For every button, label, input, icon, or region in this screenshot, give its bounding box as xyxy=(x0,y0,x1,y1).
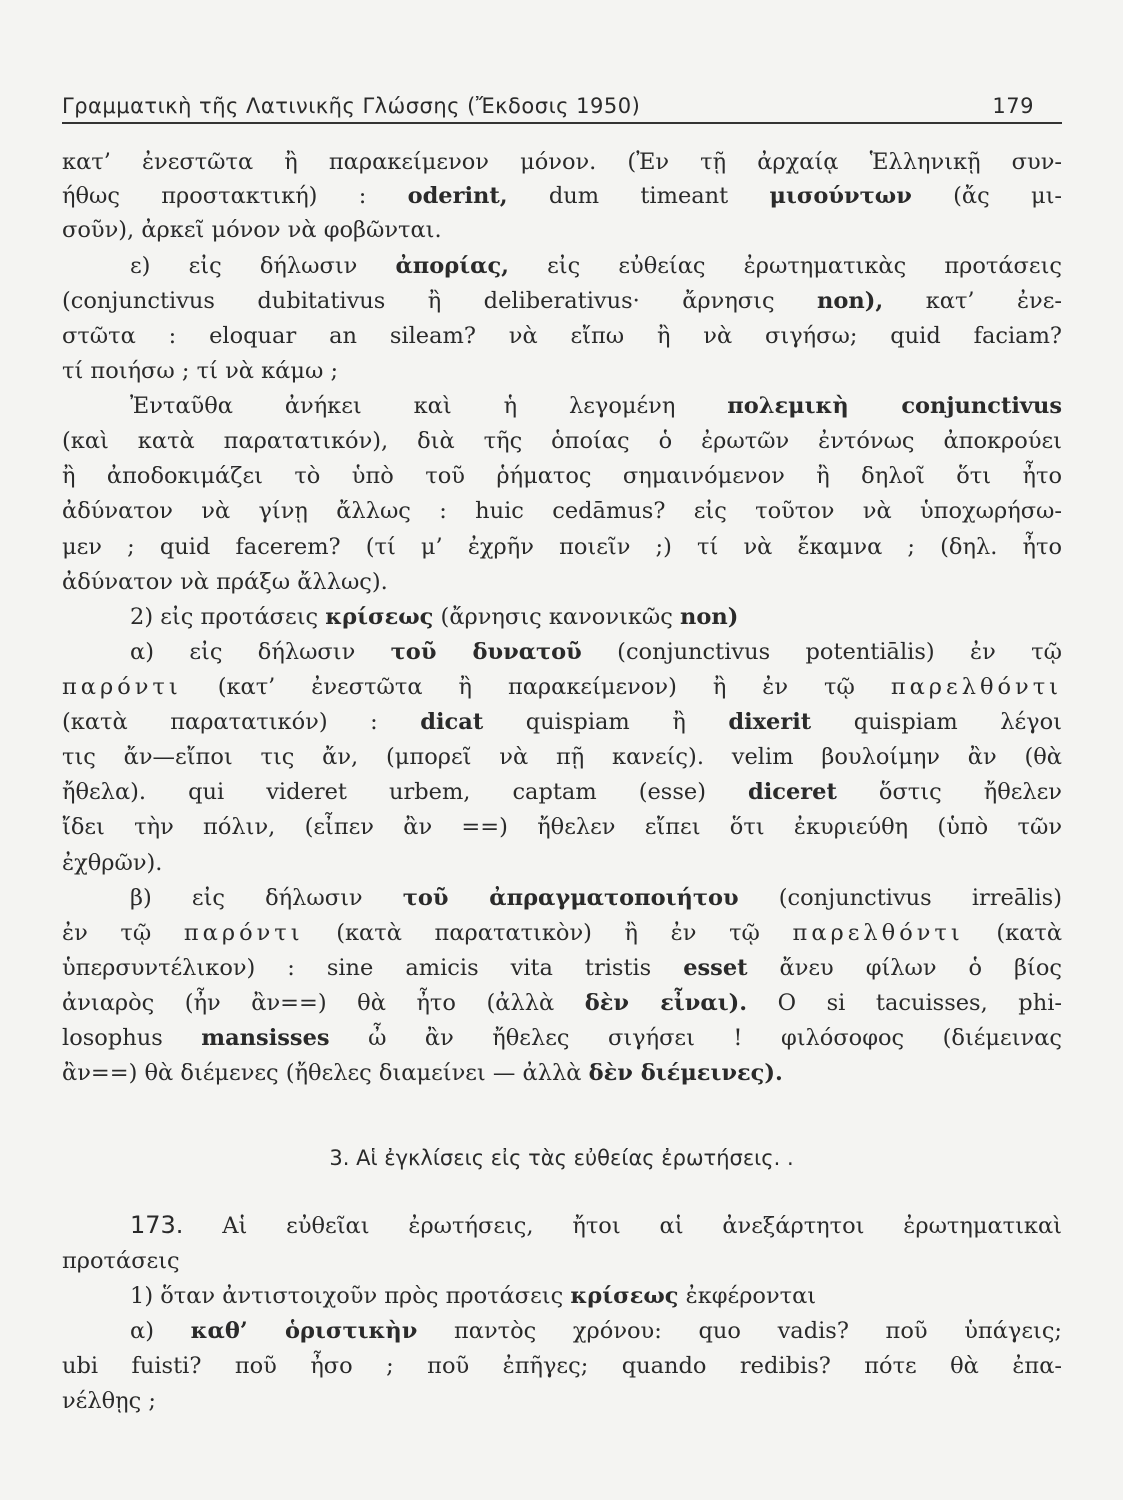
text-line: 173. Αἱ εὐθεῖαι ἐρωτήσεις, ἤτοι αἱ ἀνεξάρτητοι ἐρωτηματικαὶ xyxy=(130,1211,1063,1239)
text-line: ἢ ἀποδοκιμάζει τὸ ὑπὸ τοῦ ῥήματος σημαινόμενον ἢ δηλοῖ ὅτι ἦτο xyxy=(62,463,1062,489)
text-line: τί ποιήσω ; τί νὰ κάμω ; xyxy=(62,358,339,384)
text-line: ὑπερσυντέλικον) : sine amicis vita tristis esset ἄνευ φίλων ὁ βίος xyxy=(62,955,1063,981)
text-line: νέλθῃς ; xyxy=(62,1388,156,1414)
page-number: 179 xyxy=(992,94,1034,118)
text-line: ubi fuisti? ποῦ ἦσο ; ποῦ ἐπῆγες; quando redibis? πότε θὰ ἐπα- xyxy=(62,1353,1062,1379)
text-line: Ἐνταῦθα ἀνήκει καὶ ἡ λεγομένη πολεμικὴ conjunctivus xyxy=(130,393,1063,419)
text-line: ἤθελα). qui videret urbem, captam (esse) diceret ὅστις ἤθελεν xyxy=(62,779,1062,805)
text-line: α) εἰς δήλωσιν τοῦ δυνατοῦ (conjunctivus potentiālis) ἐν τῷ xyxy=(130,639,1062,665)
running-header xyxy=(62,86,1062,126)
text-line: α) καθ’ ὁριστικὴν παντὸς χρόνου: quo vadis? ποῦ ὑπάγεις; xyxy=(130,1318,1062,1344)
text-line: στῶτα : eloquar an sileam? νὰ εἴπω ἢ νὰ σιγήσω; quid faciam? xyxy=(62,323,1062,349)
paragraph-number: 173. xyxy=(130,1211,184,1239)
text-line: ήθως προστακτική) : oderint, dum timeant μισούντων (ἄς μι- xyxy=(62,183,1062,209)
text-line: τις ἄν—εἴποι τις ἄν, (μπορεῖ νὰ πῇ κανείς). velim βουλοίμην ἂν (θὰ xyxy=(62,744,1062,770)
text-line: σοῦν), ἀρκεῖ μόνον νὰ φοβῶνται. xyxy=(62,217,442,243)
text-line: ἀδύνατον νὰ γίνῃ ἄλλως : huic cedāmus? εἰς τοῦτον νὰ ὑποχωρήσω- xyxy=(62,498,1062,524)
header-rule xyxy=(62,122,1062,124)
text-line: ε) εἰς δήλωσιν ἀπορίας, εἰς εὐθείας ἐρωτηματικὰς προτάσεις xyxy=(130,253,1063,279)
text-line: ἀδύνατον νὰ πράξω ἄλλως). xyxy=(62,569,388,595)
text-line: (κατὰ παρατατικόν) : dicat quispiam ἢ dixerit quispiam λέγοι xyxy=(62,709,1062,735)
text-line: β) εἰς δήλωσιν τοῦ ἀπραγματοποιήτου (conjunctivus irreālis) xyxy=(130,885,1062,911)
section-heading: 3. Αἱ ἐγκλίσεις εἰς τὰς εὐθείας ἐρωτήσεις. . xyxy=(329,1146,794,1170)
text-line: ἂν==) θὰ διέμενες (ἤθελες διαμείνει — ἀλλὰ δὲν διέμεινες). xyxy=(62,1060,783,1086)
text-line: κατ’ ἐνεστῶτα ἢ παρακείμενον μόνον. (Ἐν τῇ ἀρχαίᾳ Ἑλληνικῇ συν- xyxy=(62,149,1062,175)
header-title: Γραμματικὴ τῆς Λατινικῆς Γλώσσης (Ἔκδοσις 1950) xyxy=(62,94,641,118)
text-line: ἐν τῷ παρόντι (κατὰ παρατατικὸν) ἢ ἐν τῷ παρελθόντι (κατὰ xyxy=(62,920,1063,946)
text-line: 2) εἰς προτάσεις κρίσεως (ἄρνησις κανονικῶς non) xyxy=(130,604,739,630)
text-line: 1) ὅταν ἀντιστοιχοῦν πρὸς προτάσεις κρίσεως ἐκφέρονται xyxy=(130,1283,817,1309)
text-line: ἐχθρῶν). xyxy=(62,850,163,876)
text-line: (conjunctivus dubitativus ἢ deliberativus· ἄρνησις non), κατ’ ἐνε- xyxy=(62,288,1062,314)
text-line: losophus mansisses ὦ ἂν ἤθελες σιγήσει ! φιλόσοφος (διέμεινας xyxy=(62,1025,1063,1051)
text-line: παρόντι (κατ’ ἐνεστῶτα ἢ παρακείμενον) ἢ ἐν τῷ παρελθόντι xyxy=(62,674,1062,700)
text-line: (καὶ κατὰ παρατατικόν), διὰ τῆς ὁποίας ὁ ἐρωτῶν ἐντόνως ἀποκρούει xyxy=(62,428,1062,454)
text-line: προτάσεις xyxy=(62,1248,180,1274)
text-line: ἀνιαρὸς (ἦν ἂν==) θὰ ἦτο (ἀλλὰ δὲν εἶναι). O si tacuisses, phi- xyxy=(62,990,1062,1016)
text-line: ἴδει τὴν πόλιν, (εἶπεν ἂν ==) ἤθελεν εἴπει ὅτι ἐκυριεύθη (ὑπὸ τῶν xyxy=(62,814,1062,840)
text-line: μεν ; quid facerem? (τί μ’ ἐχρῆν ποιεῖν ;) τί νὰ ἔκαμνα ; (δηλ. ἦτο xyxy=(62,534,1062,560)
